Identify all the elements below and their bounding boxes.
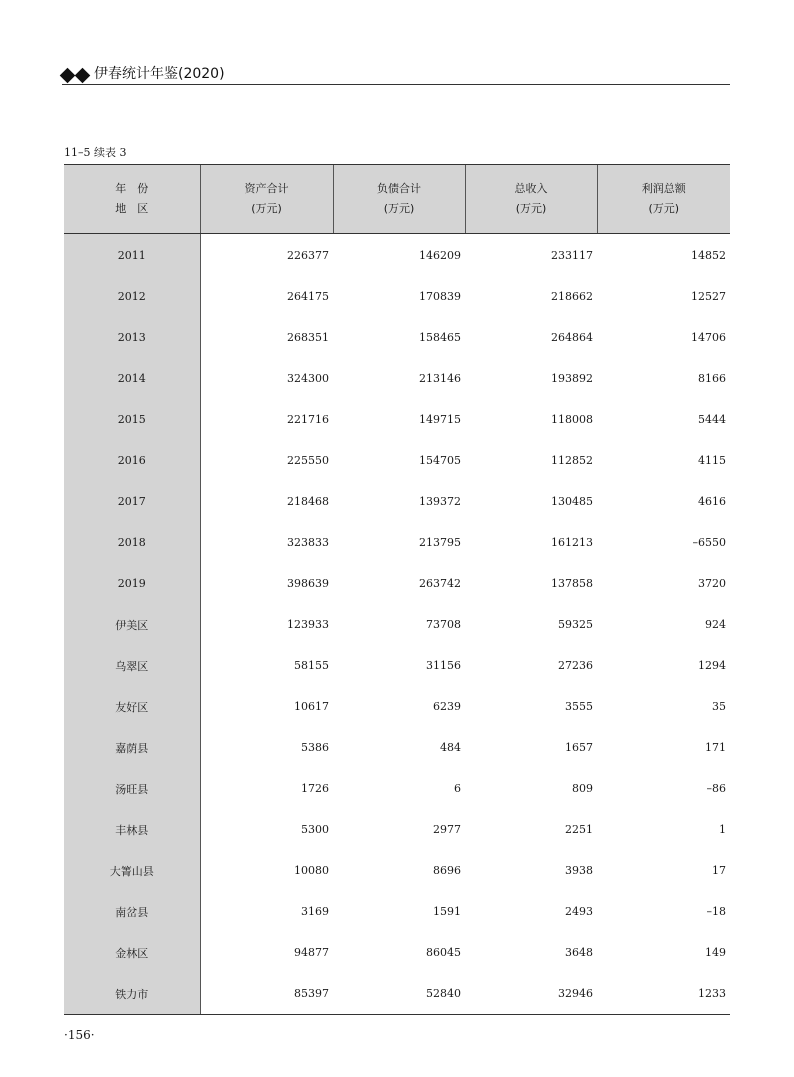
table-row: [64, 932, 730, 973]
row-label: 汤旺县: [64, 768, 200, 809]
column-header-unit: (万元): [648, 202, 680, 215]
table-cell: 3169: [301, 905, 329, 918]
table-cell: –18: [706, 905, 726, 918]
table-row: [64, 850, 730, 891]
diamond-bullet-icon: [62, 66, 92, 85]
row-label: 乌翠区: [64, 645, 200, 686]
table-cell: 4115: [698, 454, 726, 467]
stub-header: [64, 165, 200, 234]
table-cell: 2977: [433, 823, 461, 836]
column-header-label: 利润总额: [641, 182, 686, 195]
row-label: 嘉荫县: [64, 727, 200, 768]
table-row: [64, 358, 730, 399]
table-cell: 324300: [287, 372, 329, 385]
running-header: [62, 62, 730, 85]
table-row: [64, 563, 730, 604]
table-cell: 12527: [691, 290, 726, 303]
table-cell: 484: [440, 741, 461, 754]
table-cell: 225550: [287, 454, 329, 467]
stub-header-line2: 地 区: [115, 202, 149, 215]
table-cell: 14706: [691, 331, 726, 344]
table-cell: 112852: [551, 454, 593, 467]
row-label: 金林区: [64, 932, 200, 973]
table-cell: 924: [705, 618, 726, 631]
table-cell: 161213: [551, 536, 593, 549]
table-cell: 149: [705, 946, 726, 959]
column-header-liabilities: [333, 165, 465, 234]
row-label: 2017: [64, 481, 200, 522]
table-cell: 139372: [419, 495, 461, 508]
table-cell: 5300: [301, 823, 329, 836]
table-cell: 3720: [698, 577, 726, 590]
table-row: [64, 234, 730, 277]
row-label: 2013: [64, 317, 200, 358]
table-cell: 1726: [301, 782, 329, 795]
column-header-unit: (万元): [251, 202, 282, 215]
table-row: [64, 768, 730, 809]
table-row: [64, 481, 730, 522]
table-cell: 170839: [419, 290, 461, 303]
table-cell: 59325: [558, 618, 593, 631]
page-number: ·156·: [64, 1028, 95, 1042]
table-row: [64, 276, 730, 317]
row-label: 2014: [64, 358, 200, 399]
table-cell: 4616: [698, 495, 726, 508]
table-cell: 32946: [465, 973, 597, 1015]
table-cell: 154705: [419, 454, 461, 467]
column-header-unit: (万元): [383, 202, 415, 215]
row-label: 2011: [64, 234, 200, 277]
table-cell: 52840: [333, 973, 465, 1015]
table-cell: 226377: [287, 248, 329, 262]
table-cell: 118008: [551, 413, 593, 426]
table-cell: 5386: [301, 741, 329, 754]
table-row: [64, 645, 730, 686]
table-row: [64, 727, 730, 768]
table-cell: 17: [712, 864, 726, 877]
table-cell: 94877: [294, 946, 329, 959]
table-cell: 6239: [433, 700, 461, 713]
table-cell: 35: [712, 700, 726, 713]
row-label: 2016: [64, 440, 200, 481]
table-cell: 137858: [551, 577, 593, 590]
row-label: 2018: [64, 522, 200, 563]
table-cell: 193892: [551, 372, 593, 385]
table-cell: 10080: [294, 864, 329, 877]
table-cell: 8166: [698, 372, 726, 385]
table-cell: 2251: [565, 823, 593, 836]
stub-header-line1: 年 份: [115, 182, 149, 195]
table-cell: 809: [572, 782, 593, 795]
table-cell: 130485: [551, 495, 593, 508]
table-cell: 268351: [287, 331, 329, 344]
table-cell: 218468: [287, 495, 329, 508]
statistics-table: [64, 164, 730, 1015]
table-cell: 158465: [419, 331, 461, 344]
table-cell: 73708: [426, 618, 461, 631]
table-row: [64, 686, 730, 727]
table-cell: –86: [706, 782, 726, 795]
column-header-revenue: [465, 165, 597, 234]
table-cell: 221716: [287, 413, 329, 426]
table-cell: 1657: [565, 741, 593, 754]
table-caption: 11–5 续表 3: [64, 146, 127, 159]
table-cell: 8696: [433, 864, 461, 877]
table-row: [64, 399, 730, 440]
row-label: 南岔县: [64, 891, 200, 932]
table-cell: 213146: [419, 372, 461, 385]
row-label: 伊美区: [64, 604, 200, 645]
row-label: 丰林县: [64, 809, 200, 850]
table-cell: 86045: [426, 946, 461, 959]
table-cell: 264864: [551, 331, 593, 344]
table-cell: 85397: [200, 973, 333, 1015]
table-cell: –6550: [692, 536, 726, 549]
row-label: 2012: [64, 276, 200, 317]
table-cell: 3555: [565, 700, 593, 713]
row-label: 2019: [64, 563, 200, 604]
column-header-label: 资产合计: [244, 182, 289, 195]
table-row: [64, 604, 730, 645]
row-label: 铁力市: [64, 973, 200, 1015]
table-header-row: [64, 165, 730, 234]
table-cell: 3938: [565, 864, 593, 877]
table-row: [64, 522, 730, 563]
column-header-label: 总收入: [514, 182, 548, 195]
table-row: [64, 973, 730, 1015]
table-cell: 398639: [287, 577, 329, 590]
table-row: [64, 440, 730, 481]
table-cell: 149715: [419, 413, 461, 426]
column-header-unit: (万元): [515, 202, 547, 215]
table-cell: 1294: [698, 659, 726, 672]
table-cell: 1: [719, 823, 726, 836]
row-label: 2015: [64, 399, 200, 440]
column-header-profit: [597, 165, 730, 234]
table-cell: 5444: [698, 413, 726, 426]
table-cell: 1591: [433, 905, 461, 918]
row-label: 友好区: [64, 686, 200, 727]
table-cell: 14852: [691, 248, 726, 262]
table-cell: 6: [454, 782, 461, 795]
table-cell: 218662: [551, 290, 593, 303]
table-cell: 27236: [558, 659, 593, 672]
table-cell: 1233: [597, 973, 730, 1015]
table-cell: 10617: [294, 700, 329, 713]
table-cell: 146209: [419, 248, 461, 262]
table-cell: 233117: [551, 248, 593, 262]
table-cell: 264175: [287, 290, 329, 303]
yearbook-title: 伊春统计年鉴(2020): [94, 66, 225, 82]
table-row: [64, 809, 730, 850]
row-label: 大箐山县: [64, 850, 200, 891]
column-header-label: 负债合计: [377, 182, 421, 195]
table-cell: 323833: [287, 536, 329, 549]
table-cell: 58155: [294, 659, 329, 672]
table-cell: 263742: [419, 577, 461, 590]
table-cell: 171: [705, 741, 726, 754]
column-header-assets: [200, 165, 333, 234]
table-body: [64, 234, 730, 1015]
table-row: [64, 891, 730, 932]
table-cell: 123933: [287, 618, 329, 631]
table-cell: 3648: [565, 946, 593, 959]
table-cell: 31156: [426, 659, 461, 672]
table-cell: 2493: [565, 905, 593, 918]
table-cell: 213795: [419, 536, 461, 549]
table-row: [64, 317, 730, 358]
